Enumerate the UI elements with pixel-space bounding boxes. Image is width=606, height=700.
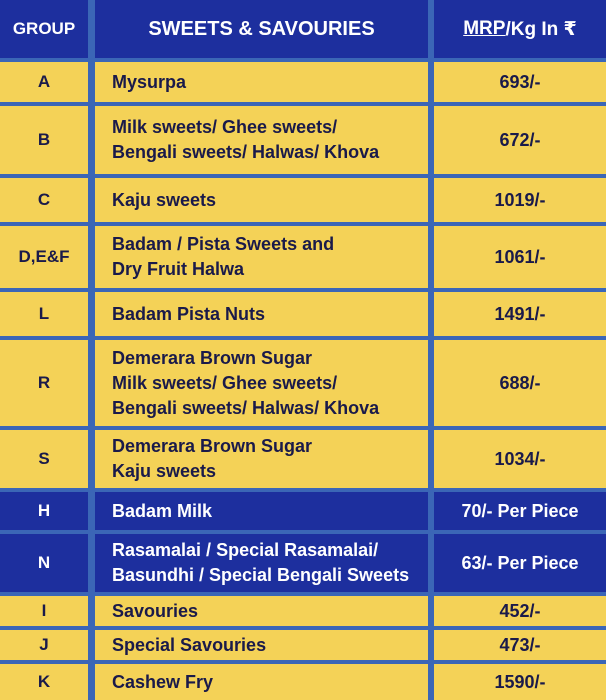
price-cell: 1061/- — [434, 226, 606, 288]
item-cell — [95, 292, 428, 336]
item-cell — [95, 340, 428, 426]
price-cell: 1019/- — [434, 178, 606, 222]
price-cell: 672/- — [434, 106, 606, 174]
group-cell: I — [0, 596, 88, 626]
group-cell: C — [0, 178, 88, 222]
item-line: Rasamalai / Special Rasamalai/ — [112, 540, 379, 560]
item-line: Badam / Pista Sweets and — [112, 234, 335, 254]
price-cell: 473/- — [434, 630, 606, 660]
item-cell — [95, 178, 428, 222]
item-cell — [95, 62, 428, 102]
price-cell: 1034/- — [434, 430, 606, 488]
item-line: Kaju sweets — [112, 189, 217, 210]
group-cell: N — [0, 534, 88, 592]
item-line: Milk sweets/ Ghee sweets/ — [112, 372, 338, 393]
item-cell — [95, 664, 428, 700]
group-cell: D,E&F — [0, 226, 88, 288]
group-cell: K — [0, 664, 88, 700]
price-header-mrp: MRP — [463, 18, 506, 39]
table-row — [0, 178, 606, 222]
item-cell — [95, 534, 428, 592]
item-line: Savouries — [112, 600, 199, 621]
price-cell: 688/- — [434, 340, 606, 426]
item-line: Bengali sweets/ Halwas/ Khova — [112, 397, 380, 418]
table-row — [0, 340, 606, 426]
item-cell — [95, 430, 428, 488]
item-line: Demerara Brown Sugar — [112, 436, 313, 456]
table-row — [0, 534, 606, 592]
price-cell: 1491/- — [434, 292, 606, 336]
item-line: Cashew Fry — [112, 671, 214, 692]
table-row — [0, 430, 606, 488]
table-row — [0, 596, 606, 626]
table-header — [0, 0, 606, 58]
price-header-unit: /Kg In ₹ — [505, 18, 577, 40]
price-cell: 70/- Per Piece — [434, 492, 606, 530]
table-row — [0, 226, 606, 288]
item-cell — [95, 630, 428, 660]
item-line: Kaju sweets — [112, 461, 217, 481]
item-line: Special Savouries — [112, 634, 267, 655]
price-cell: 452/- — [434, 596, 606, 626]
item-line: Badam Milk — [112, 500, 213, 521]
item-line: Basundhi / Special Bengali Sweets — [112, 565, 410, 585]
group-column-header: GROUP — [0, 0, 88, 58]
price-cell: 1590/- — [434, 664, 606, 700]
price-cell: 63/- Per Piece — [434, 534, 606, 592]
item-line: Demerara Brown Sugar — [112, 347, 313, 368]
group-cell: J — [0, 630, 88, 660]
item-line: Badam Pista Nuts — [112, 303, 266, 324]
item-cell — [95, 106, 428, 174]
table-row — [0, 630, 606, 660]
table-row — [0, 292, 606, 336]
item-line: Mysurpa — [112, 71, 187, 92]
item-line: Milk sweets/ Ghee sweets/ — [112, 117, 338, 137]
group-cell: L — [0, 292, 88, 336]
group-cell: H — [0, 492, 88, 530]
group-cell: B — [0, 106, 88, 174]
item-line: Dry Fruit Halwa — [112, 259, 245, 279]
price-cell: 693/- — [434, 62, 606, 102]
group-cell: A — [0, 62, 88, 102]
item-cell — [95, 492, 428, 530]
table-row — [0, 664, 606, 700]
table-row — [0, 106, 606, 174]
item-cell — [95, 596, 428, 626]
group-cell: R — [0, 340, 88, 426]
item-cell — [95, 226, 428, 288]
item-line: Bengali sweets/ Halwas/ Khova — [112, 142, 380, 162]
table-row — [0, 62, 606, 102]
item-column-header: SWEETS & SAVOURIES — [95, 0, 428, 58]
price-column-header — [434, 0, 606, 58]
table-row — [0, 492, 606, 530]
group-cell: S — [0, 430, 88, 488]
